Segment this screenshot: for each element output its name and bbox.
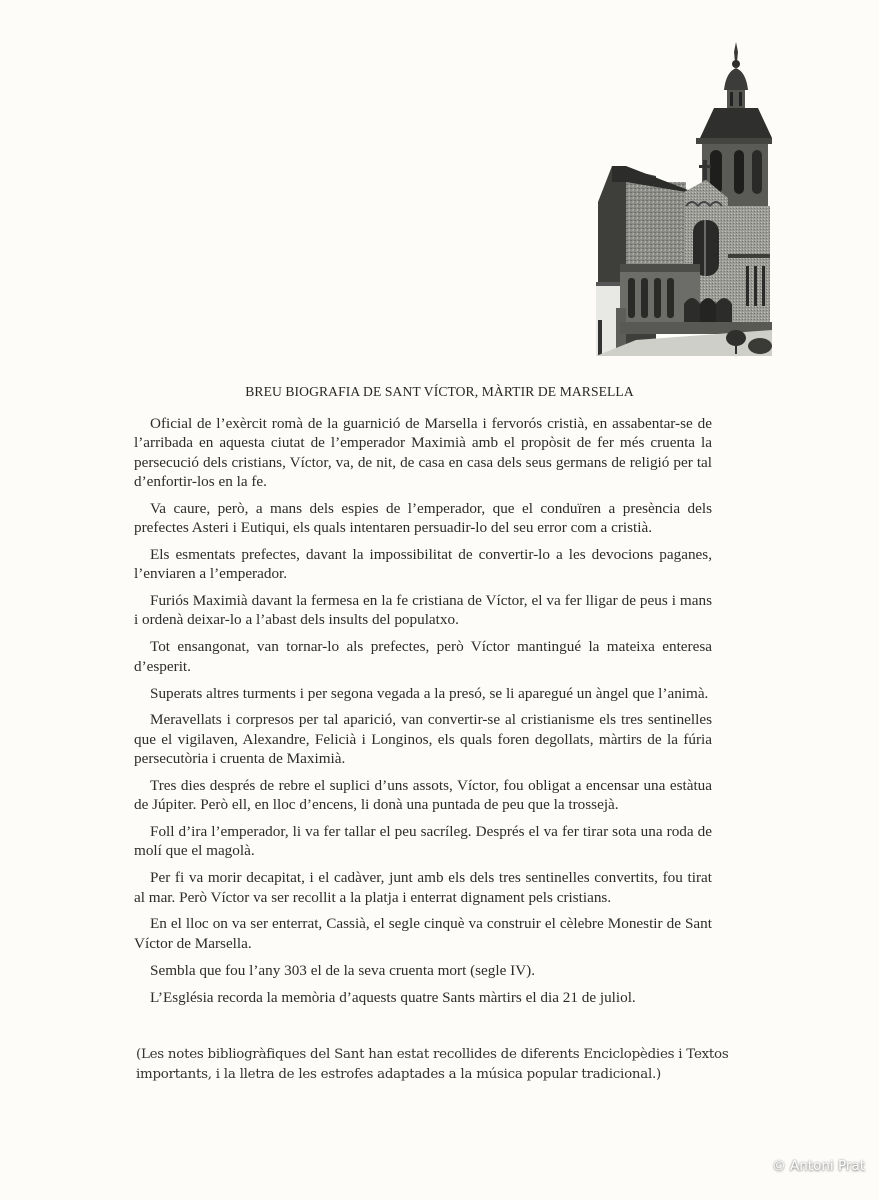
paragraph: Furiós Maximià davant la fermesa en la fe cristiana de Víctor, el va fer lligar de peus i mans i ordenà deixar-lo a l’abast dels insults del populatxo. bbox=[134, 592, 712, 629]
paragraph: Oficial de l’exèrcit romà de la guarnició de Marsella i fervorós cristià, en assabentar-se de l’arribada en aquesta ciutat de l’emperador Maximià amb el propòsit de fer més cruenta la persecució dels cristians, Víctor, va, de nit, de casa en casa dels seus germans de religió per tal d’enfortir-los en la fe. bbox=[134, 415, 712, 490]
church-illustration bbox=[596, 42, 772, 356]
paragraph: Per fi va morir decapitat, i el cadàver, junt amb els dels tres sentinelles convertits, fou tirat al mar. Però Víctor va ser recollit a la platja i enterrat dignament pels cristians. bbox=[134, 869, 712, 906]
paragraph: En el lloc on va ser enterrat, Cassià, el segle cinquè va construir el cèlebre Monestir de Sant Víctor de Marsella. bbox=[134, 915, 712, 952]
church-photo bbox=[596, 42, 772, 356]
paragraph: Foll d’ira l’emperador, li va fer tallar el peu sacríleg. Després el va fer tirar sota una roda de molí que el magolà. bbox=[134, 823, 712, 860]
paragraph: Va caure, però, a mans dels espies de l’emperador, que el conduïren a presència dels prefectes Asteri i Eutiqui, els quals intentaren persuadir-lo del seu error com a cristià. bbox=[134, 499, 712, 537]
biography-body bbox=[134, 414, 712, 1014]
paragraph: L’Església recorda la memòria d’aquests quatre Sants màrtirs el dia 21 de juliol. bbox=[150, 988, 636, 1006]
bibliographic-note: (Les notes bibliogràfiques del Sant han estat recollides de diferents Enciclopèdies i Textos importants, i la lletra de les estrofes adaptades a la música popular tradicional.) bbox=[136, 1047, 729, 1082]
paragraph: Sembla que fou l’any 303 el de la seva cruenta mort (segle IV). bbox=[150, 961, 536, 979]
paragraph: Tres dies després de rebre el suplici d’uns assots, Víctor, fou obligat a encensar una estàtua de Júpiter. Però ell, en lloc d’encens, li donà una puntada de peu que la trossejà. bbox=[134, 776, 712, 814]
paragraph: Tot ensangonat, van tornar-lo als prefectes, però Víctor mantingué la mateixa enteresa d’esperit. bbox=[134, 638, 712, 675]
paragraph: Superats altres turments i per segona vegada a la presó, se li aparegué un àngel que l’animà. bbox=[150, 684, 709, 702]
document-title: BREU BIOGRAFIA DE SANT VÍCTOR, MÀRTIR DE MARSELLA bbox=[245, 384, 634, 399]
paragraph: Meravellats i corpresos per tal aparició, van convertir-se al cristianisme els tres sentinelles que el vigilaven, Alexandre, Felicià i Longinos, els quals foren degollats, màrtirs de la fúria persecutòria i cruenta de Maximià. bbox=[134, 711, 712, 768]
paragraph: Els esmentats prefectes, davant la impossibilitat de convertir-lo a les devocions paganes, l’enviaren a l’emperador. bbox=[134, 545, 712, 583]
copyright-watermark: © Antoni Prat bbox=[772, 1158, 865, 1174]
